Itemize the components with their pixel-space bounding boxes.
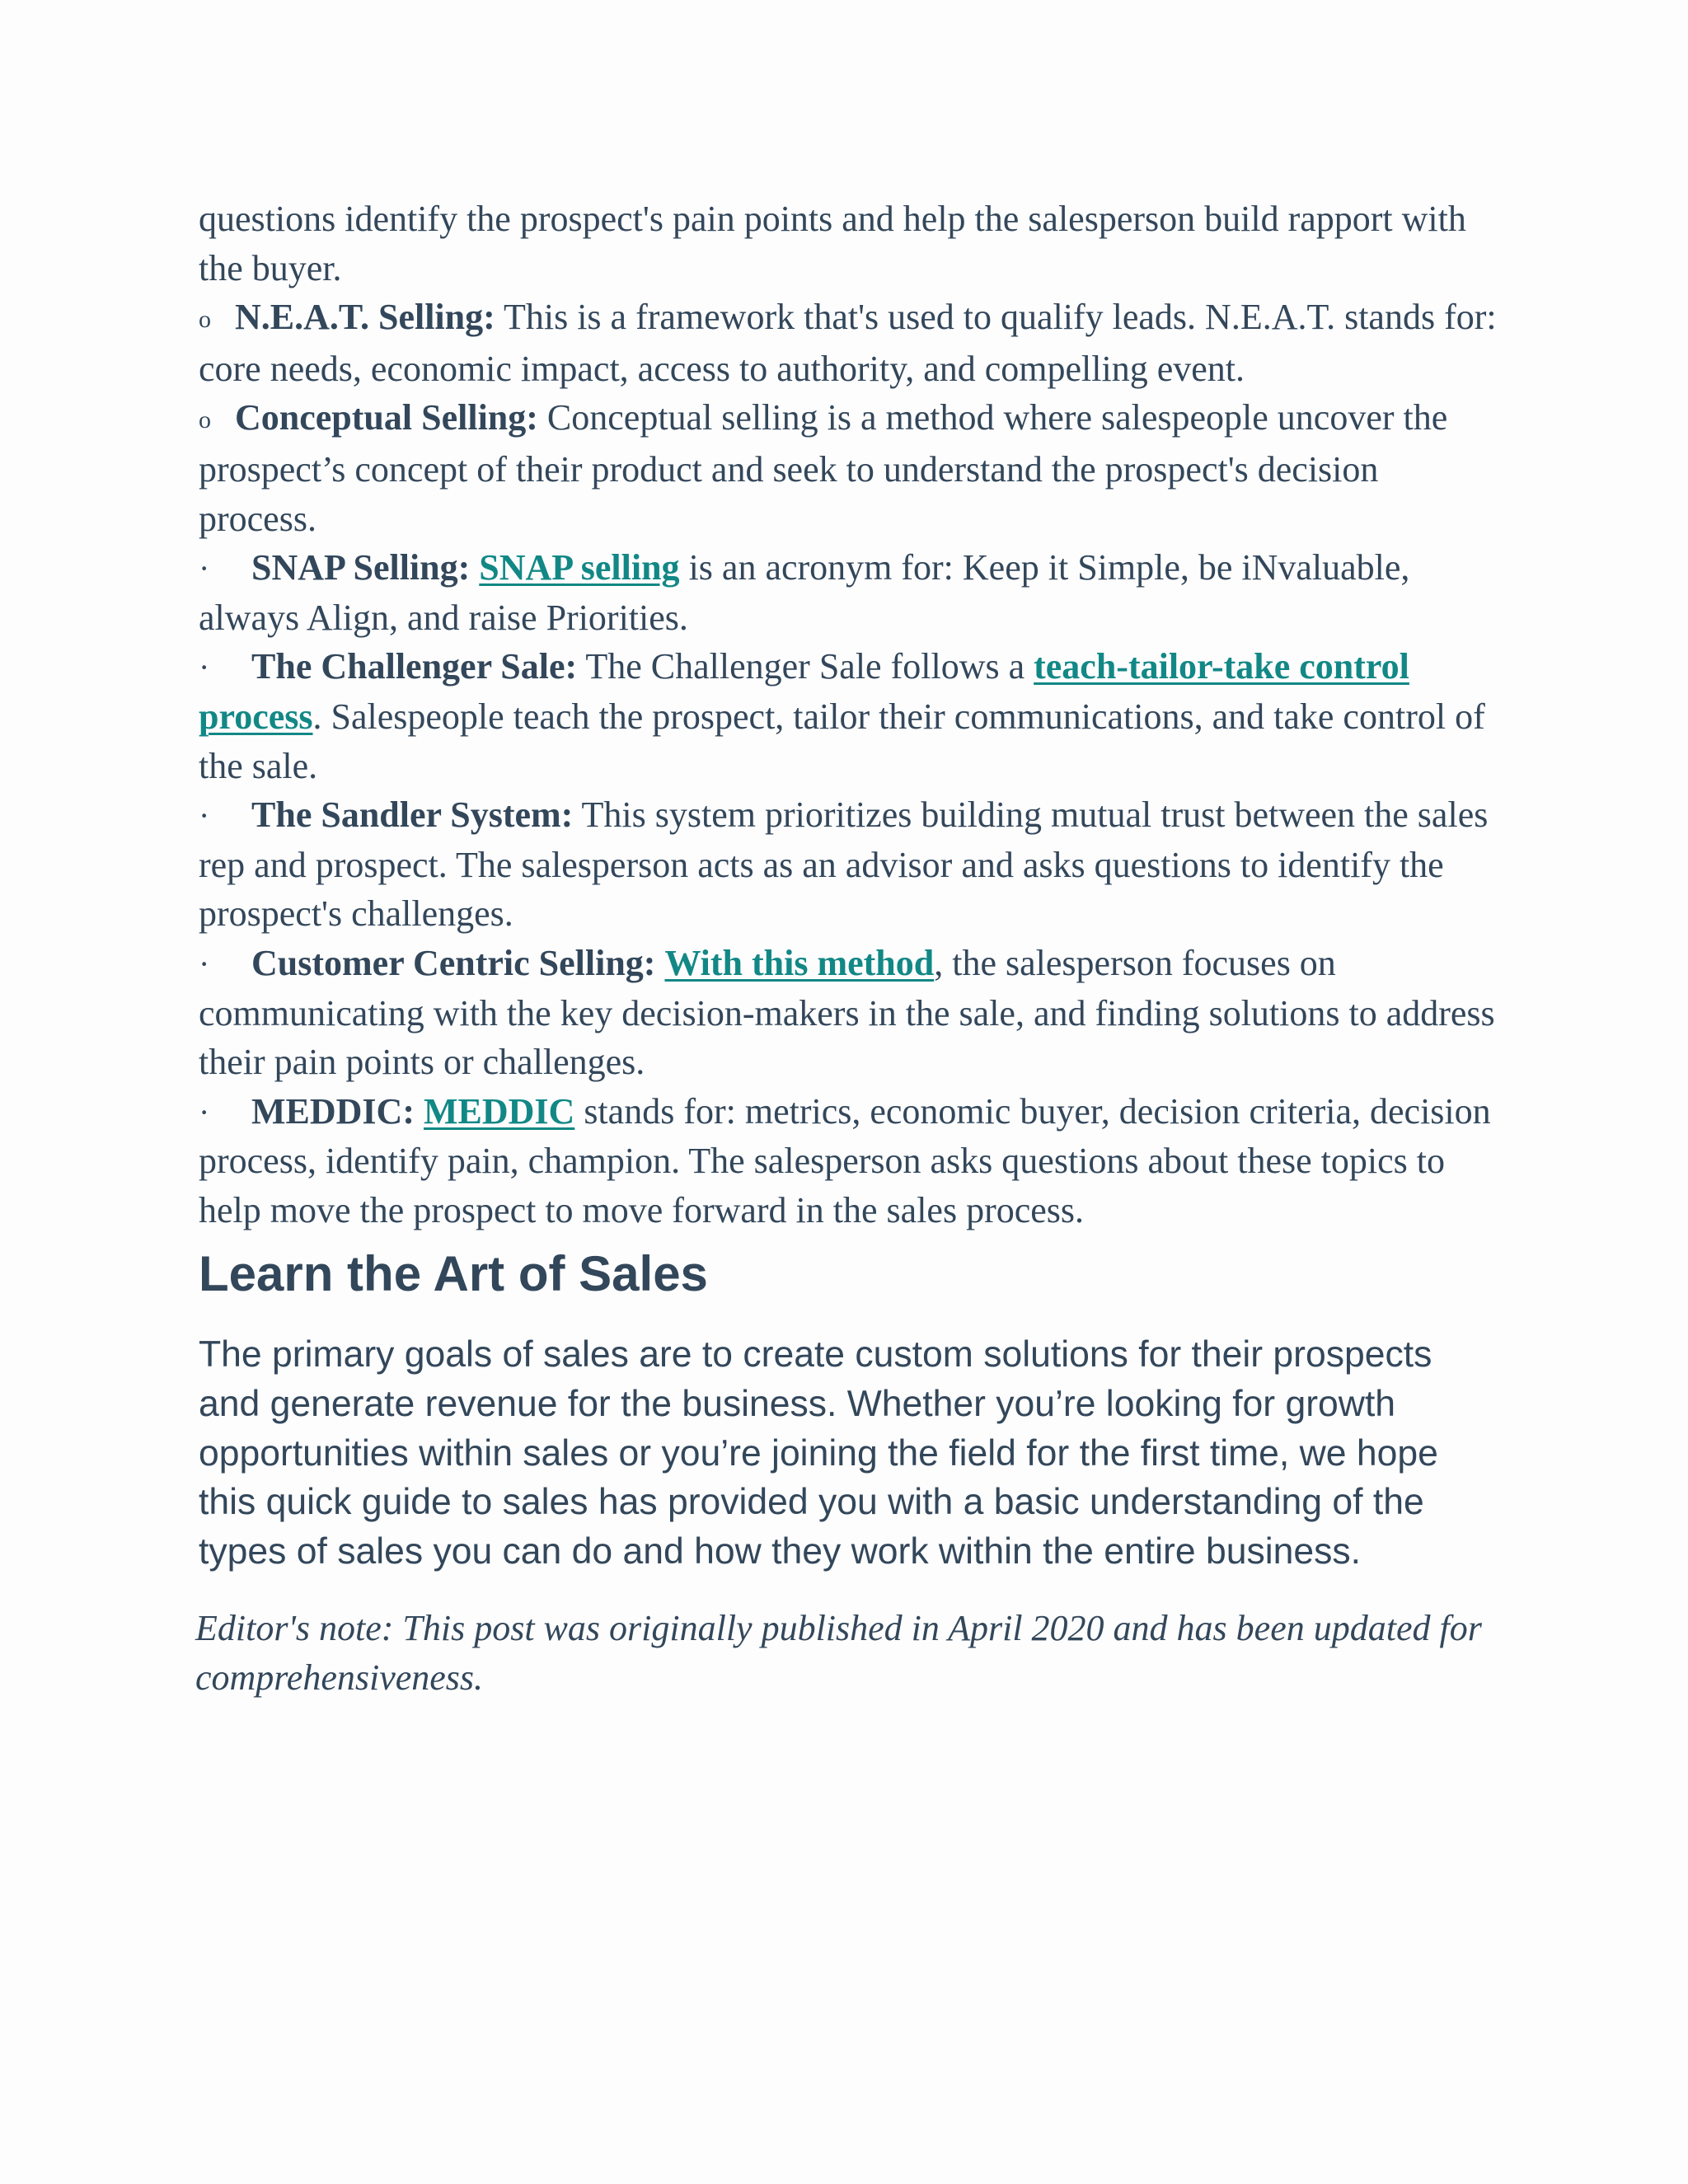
dot-bullet-icon: ·	[199, 550, 210, 588]
teach-tailor-take-control-link[interactable]: teach-tailor-take control process	[199, 646, 1409, 737]
circle-bullet-icon: o	[199, 406, 211, 434]
item-title: The Challenger Sale:	[251, 646, 578, 687]
meddic-link[interactable]: MEDDIC	[423, 1090, 575, 1132]
section-body: The primary goals of sales are to create custom solutions for their prospects and generate revenue for the business. Whether you’re looking for growth opportunities within sales or you’re joining the field for the first time, we hope this quick guide to sales has provided you with a basic understanding of the types of sales you can do and how they work within the entire business.	[199, 1334, 1438, 1572]
item-text: Conceptual selling is a method where salespeople uncover the prospect’s concept of their product and seek to understand the prospect's decision process.	[199, 397, 1448, 539]
list-item-neat-selling	[199, 293, 1501, 393]
dot-bullet-icon: ·	[199, 649, 210, 687]
item-text: This is a framework that's used to qualify leads. N.E.A.T. stands for: core needs, economic impact, access to authority, and compelling event.	[199, 297, 1497, 389]
article-content	[195, 194, 1501, 1703]
item-text: , the salesperson focuses on communicating with the key decision-makers in the sale, and finding solutions to address their pain points or challenges.	[199, 942, 1495, 1083]
section-heading: Learn the Art of Sales	[199, 1246, 708, 1302]
editor-note: Editor's note: This post was originally published in April 2020 and has been updated for comprehensiveness.	[195, 1608, 1482, 1699]
item-title: SNAP Selling:	[251, 547, 471, 588]
item-title: Conceptual Selling:	[235, 397, 538, 438]
list-item-customer-centric-selling	[199, 939, 1501, 1087]
item-title: Customer Centric Selling:	[251, 942, 656, 983]
item-text: This system prioritizes building mutual trust between the sales rep and prospect. The salesperson acts as an advisor and asks questions to identify the prospect's challenges.	[199, 794, 1489, 935]
dot-bullet-icon: ·	[199, 1093, 210, 1131]
with-this-method-link[interactable]: With this method	[664, 942, 935, 983]
item-text: stands for: metrics, economic buyer, decision criteria, decision process, identify pain, champion. The salesperson asks questions about these topics to help move the prospect to move forward in the sales process.	[199, 1090, 1491, 1230]
item-title: MEDDIC:	[251, 1090, 415, 1132]
item-text-after: . Salespeople teach the prospect, tailor their communications, and take control of the sale.	[199, 696, 1485, 786]
item-title: The Sandler System:	[251, 794, 574, 836]
intro-paragraph: questions identify the prospect's pain points and help the salesperson build rapport with the buyer.	[199, 199, 1466, 288]
item-text-before: The Challenger Sale follows a	[577, 646, 1034, 687]
list-item-meddic	[199, 1087, 1501, 1235]
list-item-challenger-sale	[199, 642, 1501, 790]
list-item-sandler-system	[199, 790, 1501, 939]
dot-bullet-icon: ·	[199, 797, 210, 835]
snap-selling-link[interactable]: SNAP selling	[479, 547, 680, 588]
list-item-snap-selling	[199, 543, 1501, 642]
dot-bullet-icon: ·	[199, 944, 210, 982]
item-text: is an acronym for: Keep it Simple, be iNvaluable, always Align, and raise Priorities.	[199, 547, 1410, 638]
list-item-conceptual-selling	[199, 393, 1501, 543]
circle-bullet-icon: o	[199, 306, 211, 334]
item-title: N.E.A.T. Selling:	[235, 297, 495, 338]
